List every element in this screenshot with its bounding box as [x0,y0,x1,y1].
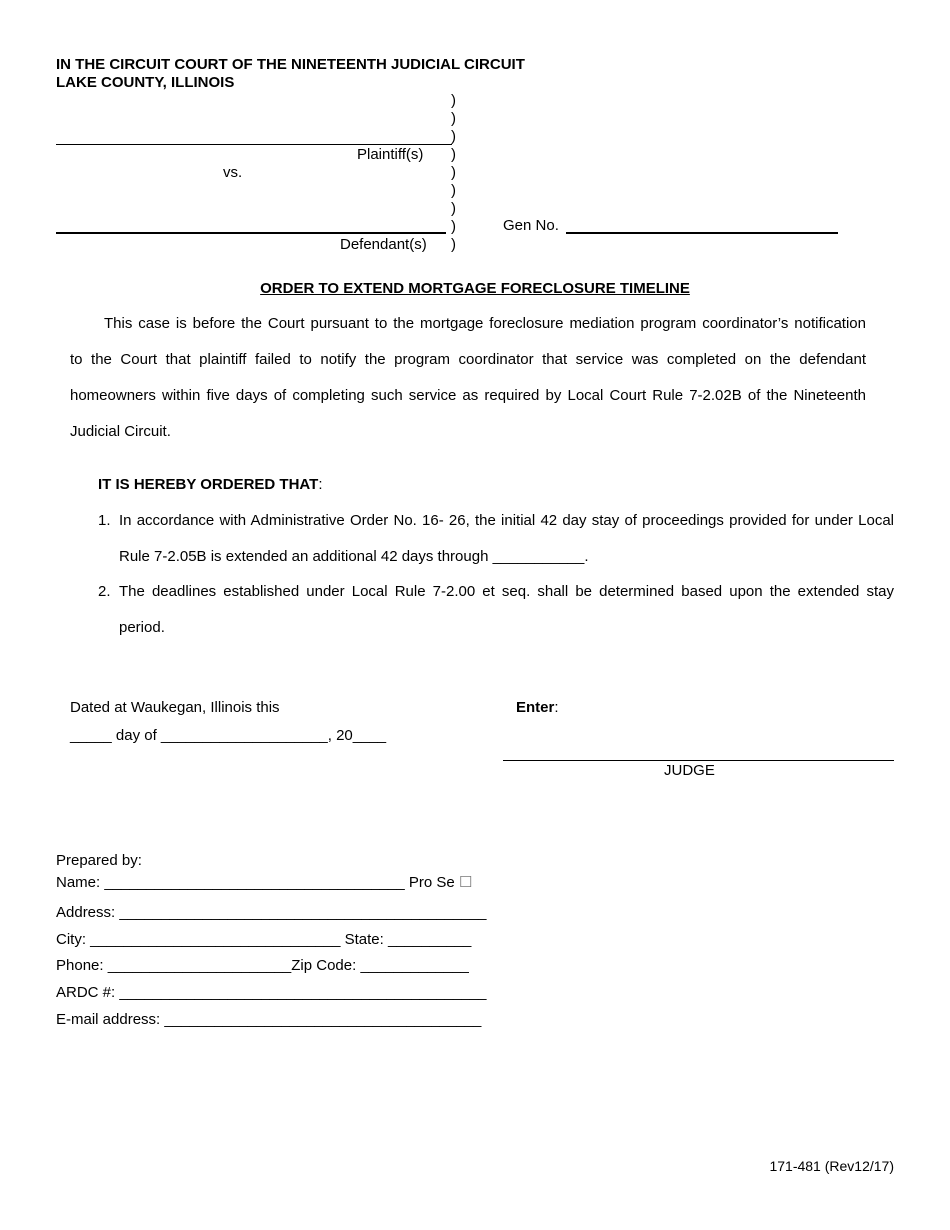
ordered-heading-text: IT IS HEREBY ORDERED THAT [98,476,319,493]
prepared-by-heading: Prepared by: [56,852,142,869]
ordered-colon: : [318,476,323,493]
item-1-line-1: In accordance with Administrative Order No. 16- 26, the initial 42 day stay of proceedings provided for under Local [119,512,894,529]
dated-line-2[interactable]: _____ day of ____________________, 20____ [70,727,387,744]
caption-paren: ) [451,110,456,127]
pro-se-checkbox-icon[interactable]: ☐ [458,874,473,891]
enter-text: Enter [516,699,555,716]
caption-paren: ) [451,200,456,217]
caption-paren: ) [451,236,456,253]
item-1-line-2: Rule 7-2.05B is extended an additional 42 days through ___________. [119,548,589,565]
intro-line-1: This case is before the Court pursuant to the mortgage foreclosure mediation program coordinator’s notification [104,315,866,332]
name-field-text: Name: ____________________________________ Pro Se [56,874,455,891]
gen-no-label: Gen No. [503,217,559,234]
item-2-line-2: period. [119,619,165,636]
gen-no-line[interactable] [566,232,838,234]
defendant-label: Defendant(s) [340,236,427,253]
prepared-phone-zip-field[interactable]: Phone: ______________________Zip Code: _____________ [56,957,469,974]
caption-paren: ) [451,146,456,163]
judge-label: JUDGE [664,762,715,779]
prepared-email-field[interactable]: E-mail address: ______________________________________ [56,1011,482,1028]
item-number: 2. [98,583,111,600]
caption-paren: ) [451,182,456,199]
enter-colon: : [554,699,559,716]
ordered-heading [98,476,322,493]
order-title: ORDER TO EXTEND MORTGAGE FORECLOSURE TIMELINE [260,280,690,297]
intro-line-2: to the Court that plaintiff failed to notify the program coordinator that service was completed on the defendant [70,351,866,368]
court-header-line2: LAKE COUNTY, ILLINOIS [56,74,235,91]
prepared-name-field[interactable] [56,873,472,891]
intro-line-4: Judicial Circuit. [70,423,171,440]
court-header-line1: IN THE CIRCUIT COURT OF THE NINETEENTH JUDICIAL CIRCUIT [56,56,525,73]
item-2-line-1: The deadlines established under Local Rule 7-2.00 et seq. shall be determined based upon the extended stay [119,583,894,600]
prepared-ardc-field[interactable]: ARDC #: ____________________________________________ [56,984,487,1001]
caption-paren: ) [451,218,456,235]
enter-label [516,699,559,716]
dated-line-1: Dated at Waukegan, Illinois this [70,699,280,716]
caption-paren: ) [451,128,456,145]
item-number: 1. [98,512,111,529]
caption-paren: ) [451,92,456,109]
caption-paren: ) [451,164,456,181]
intro-line-3: homeowners within five days of completing such service as required by Local Court Rule 7-2.02B of the Nineteenth [70,387,866,404]
vs-label: vs. [223,164,243,181]
plaintiff-line[interactable] [56,144,452,145]
prepared-city-state-field[interactable]: City: ______________________________ State: __________ [56,931,472,948]
prepared-address-field[interactable]: Address: ____________________________________________ [56,904,487,921]
plaintiff-label: Plaintiff(s) [357,146,424,163]
judge-signature-line[interactable] [503,760,894,761]
defendant-line[interactable] [56,232,446,234]
form-number: 171-481 (Rev12/17) [769,1158,894,1174]
